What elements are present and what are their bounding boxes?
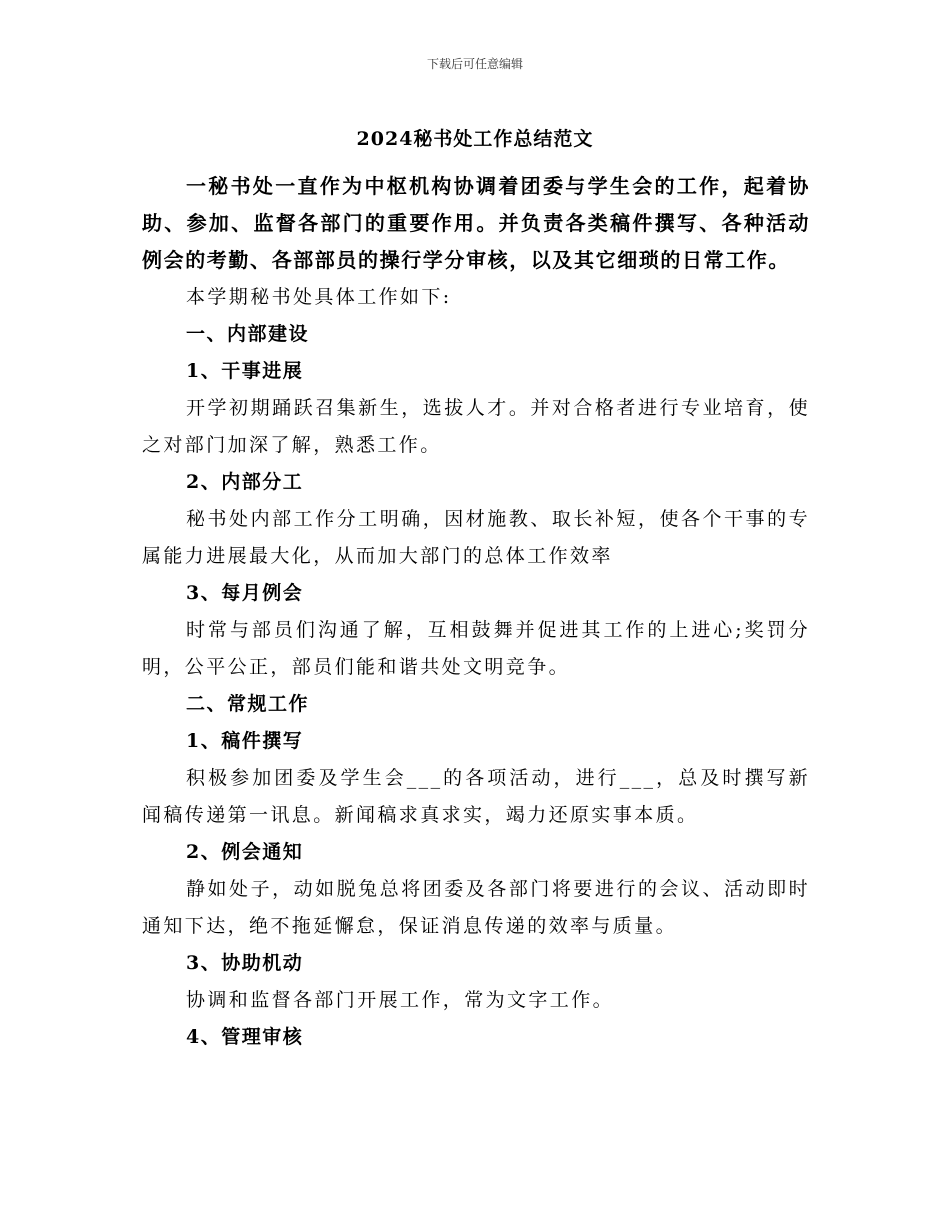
paragraph-meeting-notice: 静如处子，动如脱兔总将团委及各部门将要进行的会议、活动即时通知下达，绝不拖延懈怠，保证消息传递的效率与质量。 xyxy=(142,878,810,937)
page-header-note: 下载后可任意编辑 xyxy=(426,57,523,71)
paragraph-division-of-labor: 秘书处内部工作分工明确，因材施教、取长补短，使各个干事的专属能力进展最大化，从而加大部门的总体工作效率 xyxy=(142,508,810,567)
document-body xyxy=(142,168,810,1056)
subheading-assist: 3、协助机动 xyxy=(186,952,304,974)
subheading-meeting-notice: 2、例会通知 xyxy=(186,841,304,863)
paragraph-writing: 积极参加团委及学生会___的各项活动，进行___，总及时撰写新闻稿传递第一讯息。新闻稿求真求实，竭力还原实事本质。 xyxy=(142,767,810,826)
subheading-review: 4、管理审核 xyxy=(186,1026,304,1048)
paragraph-staff-development: 开学初期踊跃召集新生，选拔人才。并对合格者进行专业培育，使之对部门加深了解，熟悉工作。 xyxy=(142,397,810,456)
document-title: 2024秘书处工作总结范文 xyxy=(356,128,594,150)
section-heading-routine: 二、常规工作 xyxy=(186,693,310,715)
paragraph-work-overview: 本学期秘书处具体工作如下: xyxy=(186,286,452,308)
paragraph-monthly-meeting: 时常与部员们沟通了解，互相鼓舞并促进其工作的上进心;奖罚分明，公平公正，部员们能和谐共处文明竞争。 xyxy=(142,619,810,678)
subheading-staff-development: 1、干事进展 xyxy=(186,360,304,382)
subheading-division-of-labor: 2、内部分工 xyxy=(186,471,304,493)
subheading-writing: 1、稿件撰写 xyxy=(186,730,304,752)
section-heading-internal: 一、内部建设 xyxy=(186,323,310,345)
subheading-monthly-meeting: 3、每月例会 xyxy=(186,582,304,604)
intro-paragraph: 一秘书处一直作为中枢机构协调着团委与学生会的工作，起着协助、参加、监督各部门的重要作用。并负责各类稿件撰写、各种活动例会的考勤、各部部员的操行学分审核，以及其它细琐的日常工作。 xyxy=(142,174,810,272)
paragraph-assist: 协调和监督各部门开展工作，常为文字工作。 xyxy=(186,989,615,1011)
